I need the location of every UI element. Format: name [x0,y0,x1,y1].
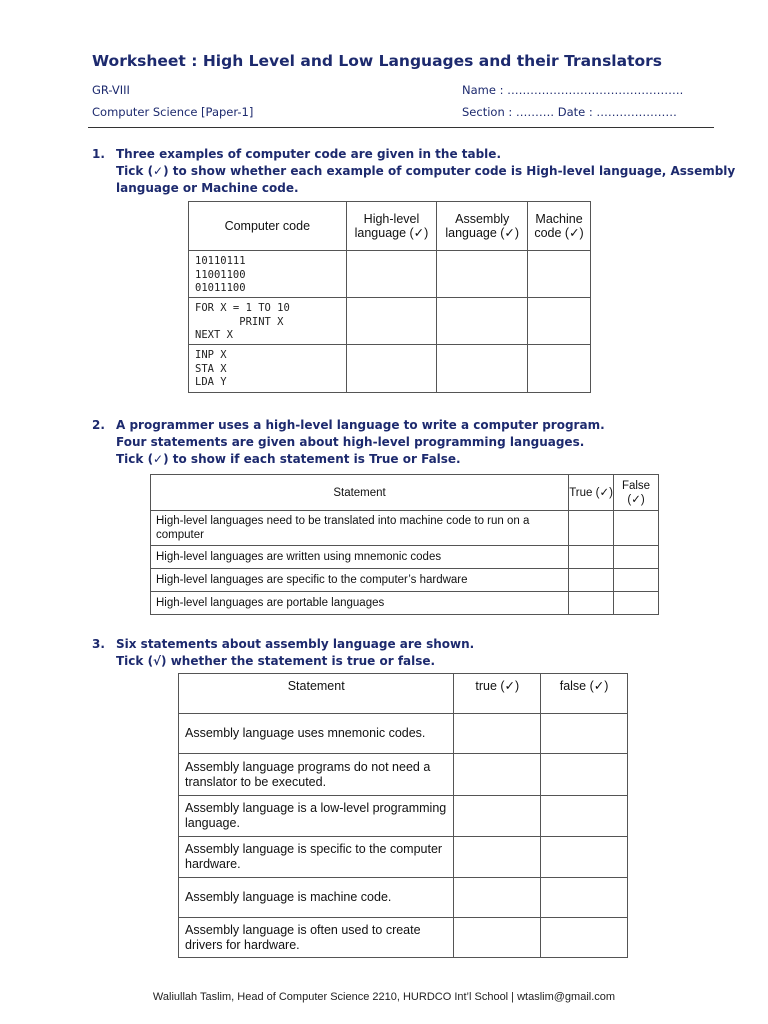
tick-cell[interactable] [454,754,541,796]
tick-cell[interactable] [569,592,614,615]
tick-cell[interactable] [614,569,659,592]
table-row [179,918,628,958]
tick-cell[interactable] [541,714,628,754]
table-row [179,754,628,796]
tick-cell[interactable] [614,511,659,546]
question-number: 3. [92,637,105,651]
statement-cell: High-level languages are specific to the computer’s hardware [151,569,569,592]
page-title: Worksheet : High Level and Low Languages and their Translators [92,52,663,70]
computer-code-table [188,201,591,393]
tick-cell[interactable] [454,837,541,878]
question-2 [92,417,605,468]
tick-cell[interactable] [437,298,528,345]
tick-cell[interactable] [437,251,528,298]
table-row [189,251,591,298]
table-row [179,796,628,837]
table-row [151,592,659,615]
table-row [179,837,628,878]
column-header: Computer code [189,202,347,251]
subject-label: Computer Science [Paper-1] [92,105,254,119]
tick-cell[interactable] [454,918,541,958]
question-3 [92,636,474,670]
statement-cell: Assembly language is a low-level programming language. [179,796,454,837]
column-header: High-level language (✓) [346,202,437,251]
tick-cell[interactable] [454,714,541,754]
code-cell: FOR X = 1 TO 10 PRINT X NEXT X [189,298,347,345]
statement-cell: High-level languages need to be translated into machine code to run on a computer [151,511,569,546]
statement-cell: Assembly language programs do not need a translator to be executed. [179,754,454,796]
statement-cell: Assembly language is machine code. [179,878,454,918]
tick-cell[interactable] [346,345,437,393]
tick-cell[interactable] [541,837,628,878]
column-header: True (✓) [569,475,614,511]
question-text: Six statements about assembly language are shown. [116,637,475,651]
column-header: Assembly language (✓) [437,202,528,251]
assembly-statements-table [178,673,628,958]
table-row [189,298,591,345]
question-text: Tick (√) whether the statement is true or false. [116,654,436,668]
statement-cell: High-level languages are portable languages [151,592,569,615]
question-number: 2. [92,418,105,432]
tick-cell[interactable] [437,345,528,393]
column-header: false (✓) [541,674,628,714]
tick-cell[interactable] [528,298,591,345]
name-field: Name : ………………………………………. [462,83,684,97]
table-row [179,714,628,754]
tick-cell[interactable] [528,251,591,298]
column-header: Statement [151,475,569,511]
table-row [151,569,659,592]
table-row [151,546,659,569]
tick-cell[interactable] [454,796,541,837]
tick-cell[interactable] [346,298,437,345]
code-cell: 10110111 11001100 01011100 [189,251,347,298]
section-date-field: Section : ………. Date : ………………… [462,105,677,119]
tick-cell[interactable] [541,918,628,958]
tick-cell[interactable] [569,546,614,569]
high-level-statements-table [150,474,659,615]
question-text: A programmer uses a high-level language to write a computer program. [116,418,605,432]
question-1 [92,146,735,197]
column-header: Statement [179,674,454,714]
question-number: 1. [92,147,105,161]
question-text: Tick (✓) to show whether each example of computer code is High-level language, Assembly [116,164,736,178]
tick-cell[interactable] [541,754,628,796]
table-row [179,878,628,918]
tick-cell[interactable] [614,592,659,615]
statement-cell: Assembly language is specific to the computer hardware. [179,837,454,878]
page-footer: Waliullah Taslim, Head of Computer Science 2210, HURDCO Int’l School | wtaslim@gmail.com [152,991,616,1003]
tick-cell[interactable] [569,569,614,592]
statement-cell: Assembly language is often used to create drivers for hardware. [179,918,454,958]
tick-cell[interactable] [541,796,628,837]
question-text: Three examples of computer code are given in the table. [116,147,501,161]
code-cell: INP X STA X LDA Y [189,345,347,393]
tick-cell[interactable] [569,511,614,546]
table-row [151,511,659,546]
column-header: Machine code (✓) [528,202,591,251]
question-text: Tick (✓) to show if each statement is True or False. [116,452,461,466]
statement-cell: High-level languages are written using mnemonic codes [151,546,569,569]
tick-cell[interactable] [346,251,437,298]
statement-cell: Assembly language uses mnemonic codes. [179,714,454,754]
column-header: true (✓) [454,674,541,714]
tick-cell[interactable] [454,878,541,918]
table-row [189,345,591,393]
question-text: language or Machine code. [116,181,299,195]
tick-cell[interactable] [528,345,591,393]
tick-cell[interactable] [541,878,628,918]
question-text: Four statements are given about high-level programming languages. [116,435,585,449]
grade-label: GR-VIII [92,83,130,97]
header-divider [88,127,714,128]
tick-cell[interactable] [614,546,659,569]
column-header: False (✓) [614,475,659,511]
